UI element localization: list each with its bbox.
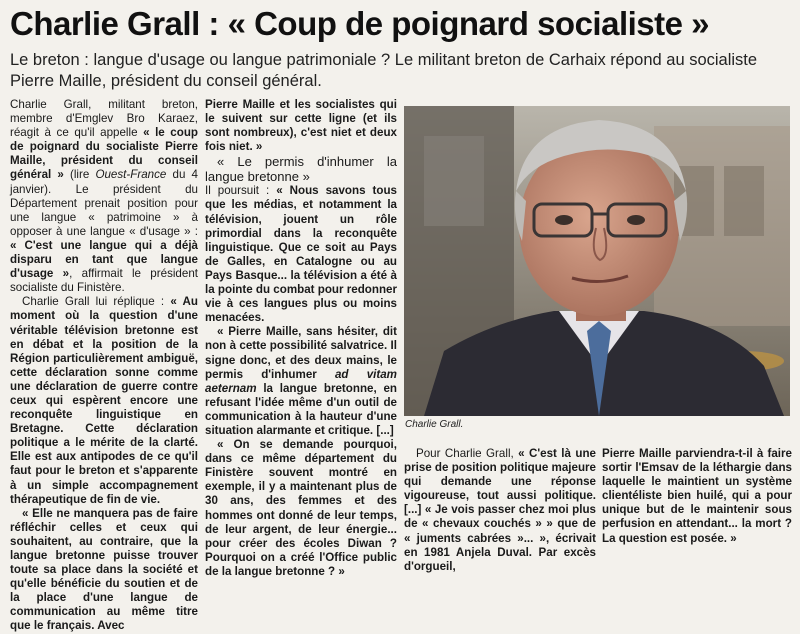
text-run: Charlie Grall, militant breton, membre d'Emglev Bro Karaez, réagit à ce qu'il appelle [10,98,198,140]
text-run: (lire [63,168,96,182]
text-run: Il poursuit : [205,184,277,198]
article-column-3 [404,447,596,574]
paragraph: « On se demande pourquoi, dans ce même département du Finistère souvent montré en exemple, il y a maintenant plus de 30 ans, des femmes et des hommes ont donné de leur temps, de leur argent, de leur énergie... pour créer des écoles Diwan ? Pourquoi on a créé l'Office public de la langue bretonne ? » [205,438,397,578]
photo-caption: Charlie Grall. [405,419,464,430]
paragraph [10,295,198,506]
headline: Charlie Grall : « Coup de poignard socialiste » [10,5,710,42]
text-run: la langue bretonne, en refusant l'idée même d'un outil de communication à la hauteur d'une situation alarmante et critique. [...] [205,381,397,437]
standfirst: Le breton : langue d'usage ou langue patrimoniale ? Le militant breton de Carhaix répond au socialiste Pierre Maille, président du conseil général. [10,51,758,90]
text-run: du 4 janvier). Le président du Département prenait position pour une langue « patrimoine » à opposer à une langue « d'usage » : [10,168,198,238]
text-run: « Pierre Maille, sans hésiter, dit non à cette possibilité salvatrice. Il signe donc, et des deux mains, le permis d'inhumer [205,325,397,381]
latin-phrase: ad vitam aeternam [205,367,397,395]
paragraph: Pierre Maille parviendra-t-il à faire sortir l'Emsav de la léthargie dans laquelle le maintient un système clientéliste bien huilé, qui a pour unique but de le maintenir sous perfusion en attendant... la mort ? La question est posée. » [602,447,792,545]
paragraph [404,447,596,574]
quote-bold: « Nous savons tous que les médias, et notamment la télévision, jouent un rôle primordial dans la reconquête linguistique. Que ce soit au Pays de Galles, en Catalogne ou au Pays Basque... la télévision a été à la pointe du combat pour redonner vie à ces langues plus ou moins menacées. [205,184,397,325]
quote-bold: « Au moment où la question d'une véritable télévision bretonne est en débat et la position de la Région particulièrement ambiguë, cette déclaration sonne comme une déclaration de guerre contre ceux qui espèrent encore une reconquête linguistique en Bretagne. Cette déclaration politique a le mérite de la clarté. Elle est aux antipodes de ce qu'il faut pour le breton et s'apparente à un simple accompagnement thérapeutique de fin de vie. [10,295,198,506]
paragraph [205,184,397,325]
intertitle: « Le permis d'inhumer la langue bretonne » [205,154,397,185]
article-column-4 [602,447,792,546]
quote-bold: « C'est là une prise de position politique majeure qui demande une réponse vigoureuse, tout aussi politique. [...] « Je vois passer chez moi plus de « chevaux couchés » » que de « juments cabrées »... » [404,447,596,545]
paragraph [10,98,198,295]
text-run: Pour Charlie Grall, [416,447,519,460]
article-column-2 [205,98,397,579]
quote-bold: « le coup de poignard du socialiste Pierre Maille, président du conseil général » [10,126,198,182]
paragraph: « Elle ne manquera pas de faire réfléchir celles et ceux qui souhaitent, au contraire, que la langue bretonne puisse trouver toute sa place dans la société et qu'elle bénéficie du soutien et de la place d'une langue de communication au même titre que le français. Avec [10,506,198,633]
text-run: , écrivait en 1981 Anjela Duval. Par excès d'orgueil, [404,531,596,573]
portrait-photo [404,106,790,416]
text-run: , affirmait le président socialiste du Finistère. [10,267,199,295]
article-column-1 [10,98,198,634]
text-run: Charlie Grall lui réplique : [22,295,171,309]
quote-bold: « C'est une langue qui a déjà disparu en tant que langue d'usage » [10,238,198,281]
portrait-illustration [404,106,790,416]
paragraph: Pierre Maille et les socialistes qui le suivent sur cette ligne (et ils sont nombreux), c'est niet et deux fois niet. » [205,98,397,154]
paragraph [205,325,397,438]
newspaper-name: Ouest-France [95,168,167,182]
